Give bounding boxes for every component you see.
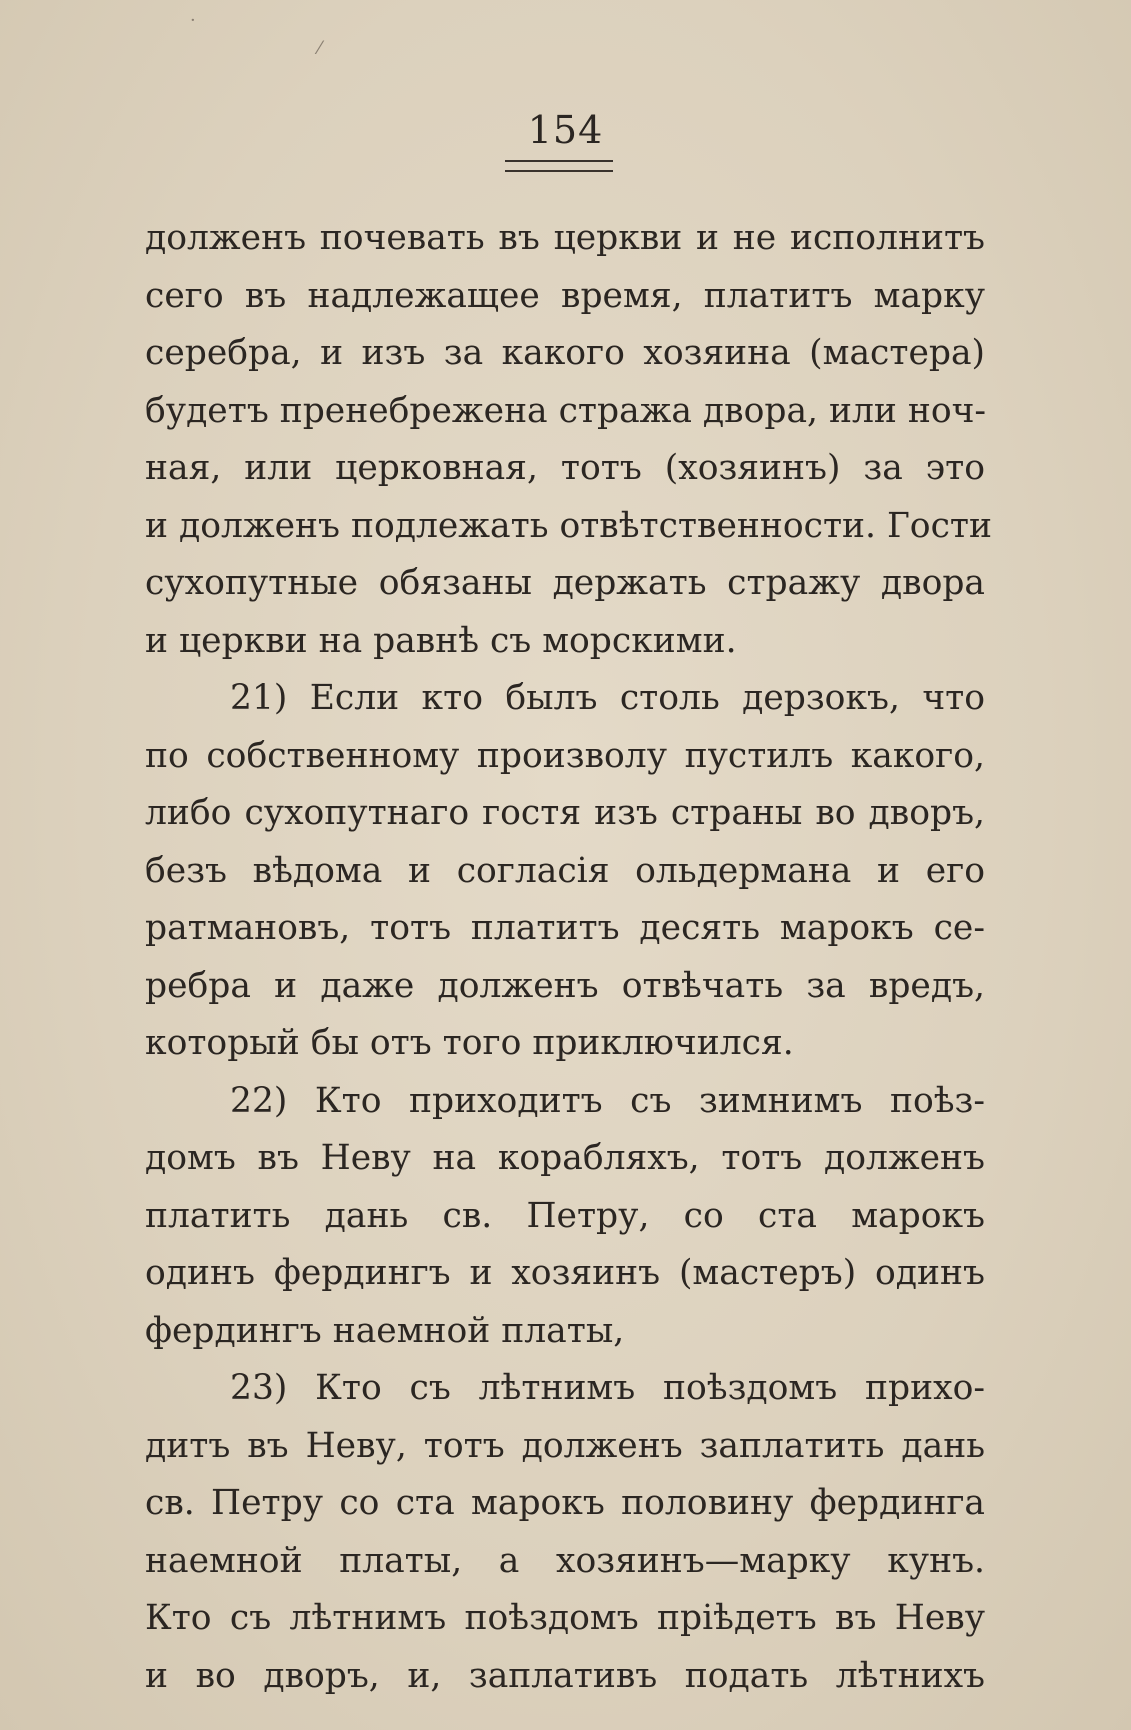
text-line: платить дань св. Петру, со ста марокъ bbox=[145, 1195, 985, 1236]
text-line: ная, или церковная, тотъ (хозяинъ) за это bbox=[145, 448, 985, 488]
text-line: и церкви на равнѣ съ морскими. bbox=[145, 620, 737, 661]
text-line: либо сухопутнаго гостя изъ страны во дворъ, bbox=[145, 793, 985, 833]
text-line: по собственному произволу пустилъ какого, bbox=[145, 735, 985, 776]
body-text bbox=[145, 210, 992, 1705]
pencil-mark: ⁄ bbox=[318, 38, 322, 59]
text-line: св. Петру со ста марокъ половину фердинга bbox=[145, 1483, 985, 1523]
text-line: будетъ пренебрежена стража двора, или ноч- bbox=[145, 390, 987, 431]
paragraph-22-start: 22) Кто приходитъ съ зимнимъ поѣз- bbox=[230, 1080, 985, 1121]
ink-speck: · bbox=[190, 10, 196, 31]
text-line: одинъ фердингъ и хозяинъ (мастеръ) одинъ bbox=[145, 1253, 985, 1293]
paragraph-23-start: 23) Кто съ лѣтнимъ поѣздомъ прихо- bbox=[230, 1368, 985, 1408]
text-line: ребра и даже долженъ отвѣчать за вредъ, bbox=[145, 965, 985, 1006]
text-line: долженъ почевать въ церкви и не исполнитъ bbox=[145, 218, 985, 258]
paragraph-21-start: 21) Если кто былъ столь дерзокъ, что bbox=[230, 678, 985, 718]
text-line: и долженъ подлежать отвѣтственности. Гости bbox=[145, 505, 992, 546]
text-line: безъ вѣдома и согласія ольдермана и его bbox=[145, 850, 985, 891]
text-line: серебра, и изъ за какого хозяина (мастера) bbox=[145, 333, 985, 373]
text-line: наемной платы, а хозяинъ—марку кунъ. bbox=[145, 1540, 985, 1581]
page-number: 154 bbox=[527, 108, 604, 152]
text-line: дитъ въ Неву, тотъ долженъ заплатить дань bbox=[145, 1425, 985, 1466]
text-line: сухопутные обязаны держать стражу двора bbox=[145, 563, 985, 603]
text-line: и во дворъ, и, заплативъ подать лѣтнихъ bbox=[145, 1655, 985, 1696]
text-line: фердингъ наемной платы, bbox=[145, 1310, 625, 1351]
text-line: сего въ надлежащее время, платитъ марку bbox=[145, 275, 985, 316]
page-number-rule bbox=[505, 160, 613, 172]
text-line: домъ въ Неву на корабляхъ, тотъ долженъ bbox=[145, 1138, 985, 1178]
text-line: ратмановъ, тотъ платитъ десять марокъ се- bbox=[145, 908, 985, 948]
text-line: который бы отъ того приключился. bbox=[145, 1023, 794, 1063]
text-line: Кто съ лѣтнимъ поѣздомъ пріѣдетъ въ Неву bbox=[145, 1598, 985, 1638]
